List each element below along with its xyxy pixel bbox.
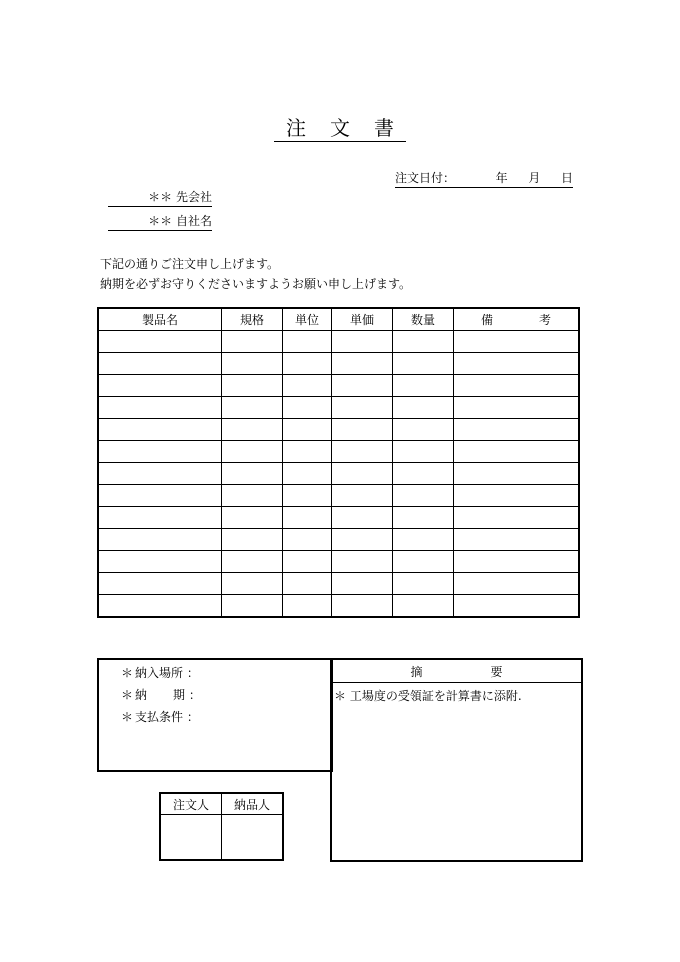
title-char: 書: [362, 116, 406, 142]
table-cell[interactable]: [332, 595, 393, 618]
table-cell[interactable]: [283, 441, 332, 463]
table-cell[interactable]: [98, 595, 222, 618]
deliverer-label: 納品人: [222, 793, 284, 815]
table-cell[interactable]: [98, 419, 222, 441]
table-cell[interactable]: [98, 353, 222, 375]
table-cell[interactable]: [332, 463, 393, 485]
table-cell[interactable]: [332, 397, 393, 419]
deliverer-seal-cell[interactable]: [222, 815, 284, 861]
table-cell[interactable]: [98, 485, 222, 507]
table-cell[interactable]: [393, 551, 454, 573]
table-cell[interactable]: [393, 463, 454, 485]
summary-head-a: 摘: [410, 664, 423, 679]
table-cell[interactable]: [454, 375, 580, 397]
header-product: 製品名: [98, 308, 222, 331]
header-remarks-a: 備: [480, 313, 493, 327]
table-cell[interactable]: [393, 375, 454, 397]
table-cell[interactable]: [283, 573, 332, 595]
table-cell[interactable]: [98, 375, 222, 397]
delivery-date-label-b: 期 ：: [173, 688, 201, 702]
table-cell[interactable]: [393, 419, 454, 441]
table-cell[interactable]: [283, 529, 332, 551]
table-cell[interactable]: [332, 507, 393, 529]
table-cell[interactable]: [454, 397, 580, 419]
order-date-year: 年: [495, 171, 508, 185]
table-cell[interactable]: [98, 529, 222, 551]
table-cell[interactable]: [98, 573, 222, 595]
signature-table: [159, 792, 284, 861]
table-cell[interactable]: [222, 573, 283, 595]
bullet-star: ＊: [121, 666, 134, 680]
table-cell[interactable]: [222, 551, 283, 573]
payment-terms-label: 支払条件 ：: [135, 710, 199, 724]
table-cell[interactable]: [454, 485, 580, 507]
table-cell[interactable]: [222, 463, 283, 485]
table-cell[interactable]: [393, 573, 454, 595]
header-qty: 数量: [393, 308, 454, 331]
header-unit: 単位: [283, 308, 332, 331]
header-remarks: [454, 308, 580, 331]
table-cell[interactable]: [454, 595, 580, 618]
table-cell[interactable]: [222, 353, 283, 375]
table-cell[interactable]: [393, 441, 454, 463]
table-cell[interactable]: [98, 441, 222, 463]
bullet-star: ＊: [121, 710, 134, 724]
table-cell[interactable]: [393, 485, 454, 507]
table-row: [98, 463, 579, 485]
title-char: 文: [318, 116, 362, 142]
table-row: [98, 331, 579, 353]
delivery-date-row[interactable]: [121, 686, 201, 703]
orderer-label: 注文人: [160, 793, 222, 815]
table-cell[interactable]: [454, 507, 580, 529]
conditions-box: [97, 658, 333, 772]
order-date-day: 日: [560, 171, 573, 185]
table-cell[interactable]: [332, 529, 393, 551]
items-table: [97, 307, 580, 618]
summary-head-b: 要: [490, 664, 503, 679]
table-cell[interactable]: [332, 419, 393, 441]
table-cell[interactable]: [283, 397, 332, 419]
table-cell[interactable]: [222, 485, 283, 507]
intro-line-2: 納期を必ずお守りくださいますようお願い申し上げます。: [100, 277, 412, 291]
table-cell[interactable]: [454, 551, 580, 573]
table-cell[interactable]: [454, 331, 580, 353]
table-cell[interactable]: [283, 595, 332, 618]
table-cell[interactable]: [454, 353, 580, 375]
table-cell[interactable]: [332, 353, 393, 375]
own-company-field[interactable]: ＊＊ 自社名: [108, 212, 212, 231]
table-cell[interactable]: [332, 375, 393, 397]
table-cell[interactable]: [222, 331, 283, 353]
summary-note[interactable]: ＊ 工場度の受領証を計算書に添附.: [334, 689, 522, 703]
intro-line-1: 下記の通りご注文申し上げます。: [100, 257, 280, 271]
title-char: 注: [274, 116, 318, 142]
table-cell[interactable]: [98, 331, 222, 353]
table-cell[interactable]: [222, 419, 283, 441]
table-cell[interactable]: [454, 463, 580, 485]
items-header-row: [98, 308, 579, 331]
table-cell[interactable]: [283, 331, 332, 353]
table-row: [98, 573, 579, 595]
table-row: [98, 441, 579, 463]
summary-box: [330, 658, 583, 862]
table-cell[interactable]: [283, 551, 332, 573]
table-row: [98, 595, 579, 618]
table-cell[interactable]: [222, 397, 283, 419]
table-cell[interactable]: [393, 397, 454, 419]
table-row: [98, 551, 579, 573]
delivery-date-label-a: 納: [135, 688, 148, 702]
order-date-field[interactable]: [395, 169, 573, 188]
table-cell[interactable]: [283, 419, 332, 441]
table-cell[interactable]: [332, 331, 393, 353]
table-cell[interactable]: [393, 507, 454, 529]
table-cell[interactable]: [332, 485, 393, 507]
header-price: 単価: [332, 308, 393, 331]
table-cell[interactable]: [332, 573, 393, 595]
table-row: [98, 507, 579, 529]
table-cell[interactable]: [393, 331, 454, 353]
table-cell[interactable]: [454, 441, 580, 463]
order-date-label: 注文日付：: [395, 171, 456, 185]
table-cell[interactable]: [98, 507, 222, 529]
table-cell[interactable]: [454, 529, 580, 551]
table-cell[interactable]: [393, 595, 454, 618]
table-cell[interactable]: [332, 441, 393, 463]
document-title: [240, 112, 440, 141]
supplier-name-field[interactable]: ＊＊ 先会社: [108, 188, 212, 207]
table-cell[interactable]: [454, 573, 580, 595]
summary-header: [332, 660, 581, 683]
table-cell[interactable]: [283, 507, 332, 529]
delivery-place-row[interactable]: [121, 664, 199, 681]
header-spec: 規格: [222, 308, 283, 331]
order-date-month: 月: [528, 171, 541, 185]
table-cell[interactable]: [98, 397, 222, 419]
table-cell[interactable]: [222, 441, 283, 463]
table-row: [98, 375, 579, 397]
table-row: [98, 397, 579, 419]
table-cell[interactable]: [98, 551, 222, 573]
header-remarks-b: 考: [539, 313, 552, 327]
table-cell[interactable]: [393, 529, 454, 551]
table-cell[interactable]: [332, 551, 393, 573]
table-row: [98, 529, 579, 551]
table-row: [98, 485, 579, 507]
table-cell[interactable]: [222, 529, 283, 551]
table-cell[interactable]: [283, 353, 332, 375]
table-row: [98, 419, 579, 441]
table-cell[interactable]: [283, 463, 332, 485]
table-cell[interactable]: [393, 353, 454, 375]
bullet-star: ＊: [121, 688, 134, 702]
table-cell[interactable]: [222, 375, 283, 397]
table-row: [98, 353, 579, 375]
orderer-seal-cell[interactable]: [160, 815, 222, 861]
delivery-place-label: 納入場所 ：: [135, 666, 199, 680]
table-cell[interactable]: [98, 463, 222, 485]
table-cell[interactable]: [454, 419, 580, 441]
payment-terms-row[interactable]: [121, 708, 199, 725]
table-cell[interactable]: [283, 375, 332, 397]
table-cell[interactable]: [222, 595, 283, 618]
table-cell[interactable]: [283, 485, 332, 507]
table-cell[interactable]: [222, 507, 283, 529]
